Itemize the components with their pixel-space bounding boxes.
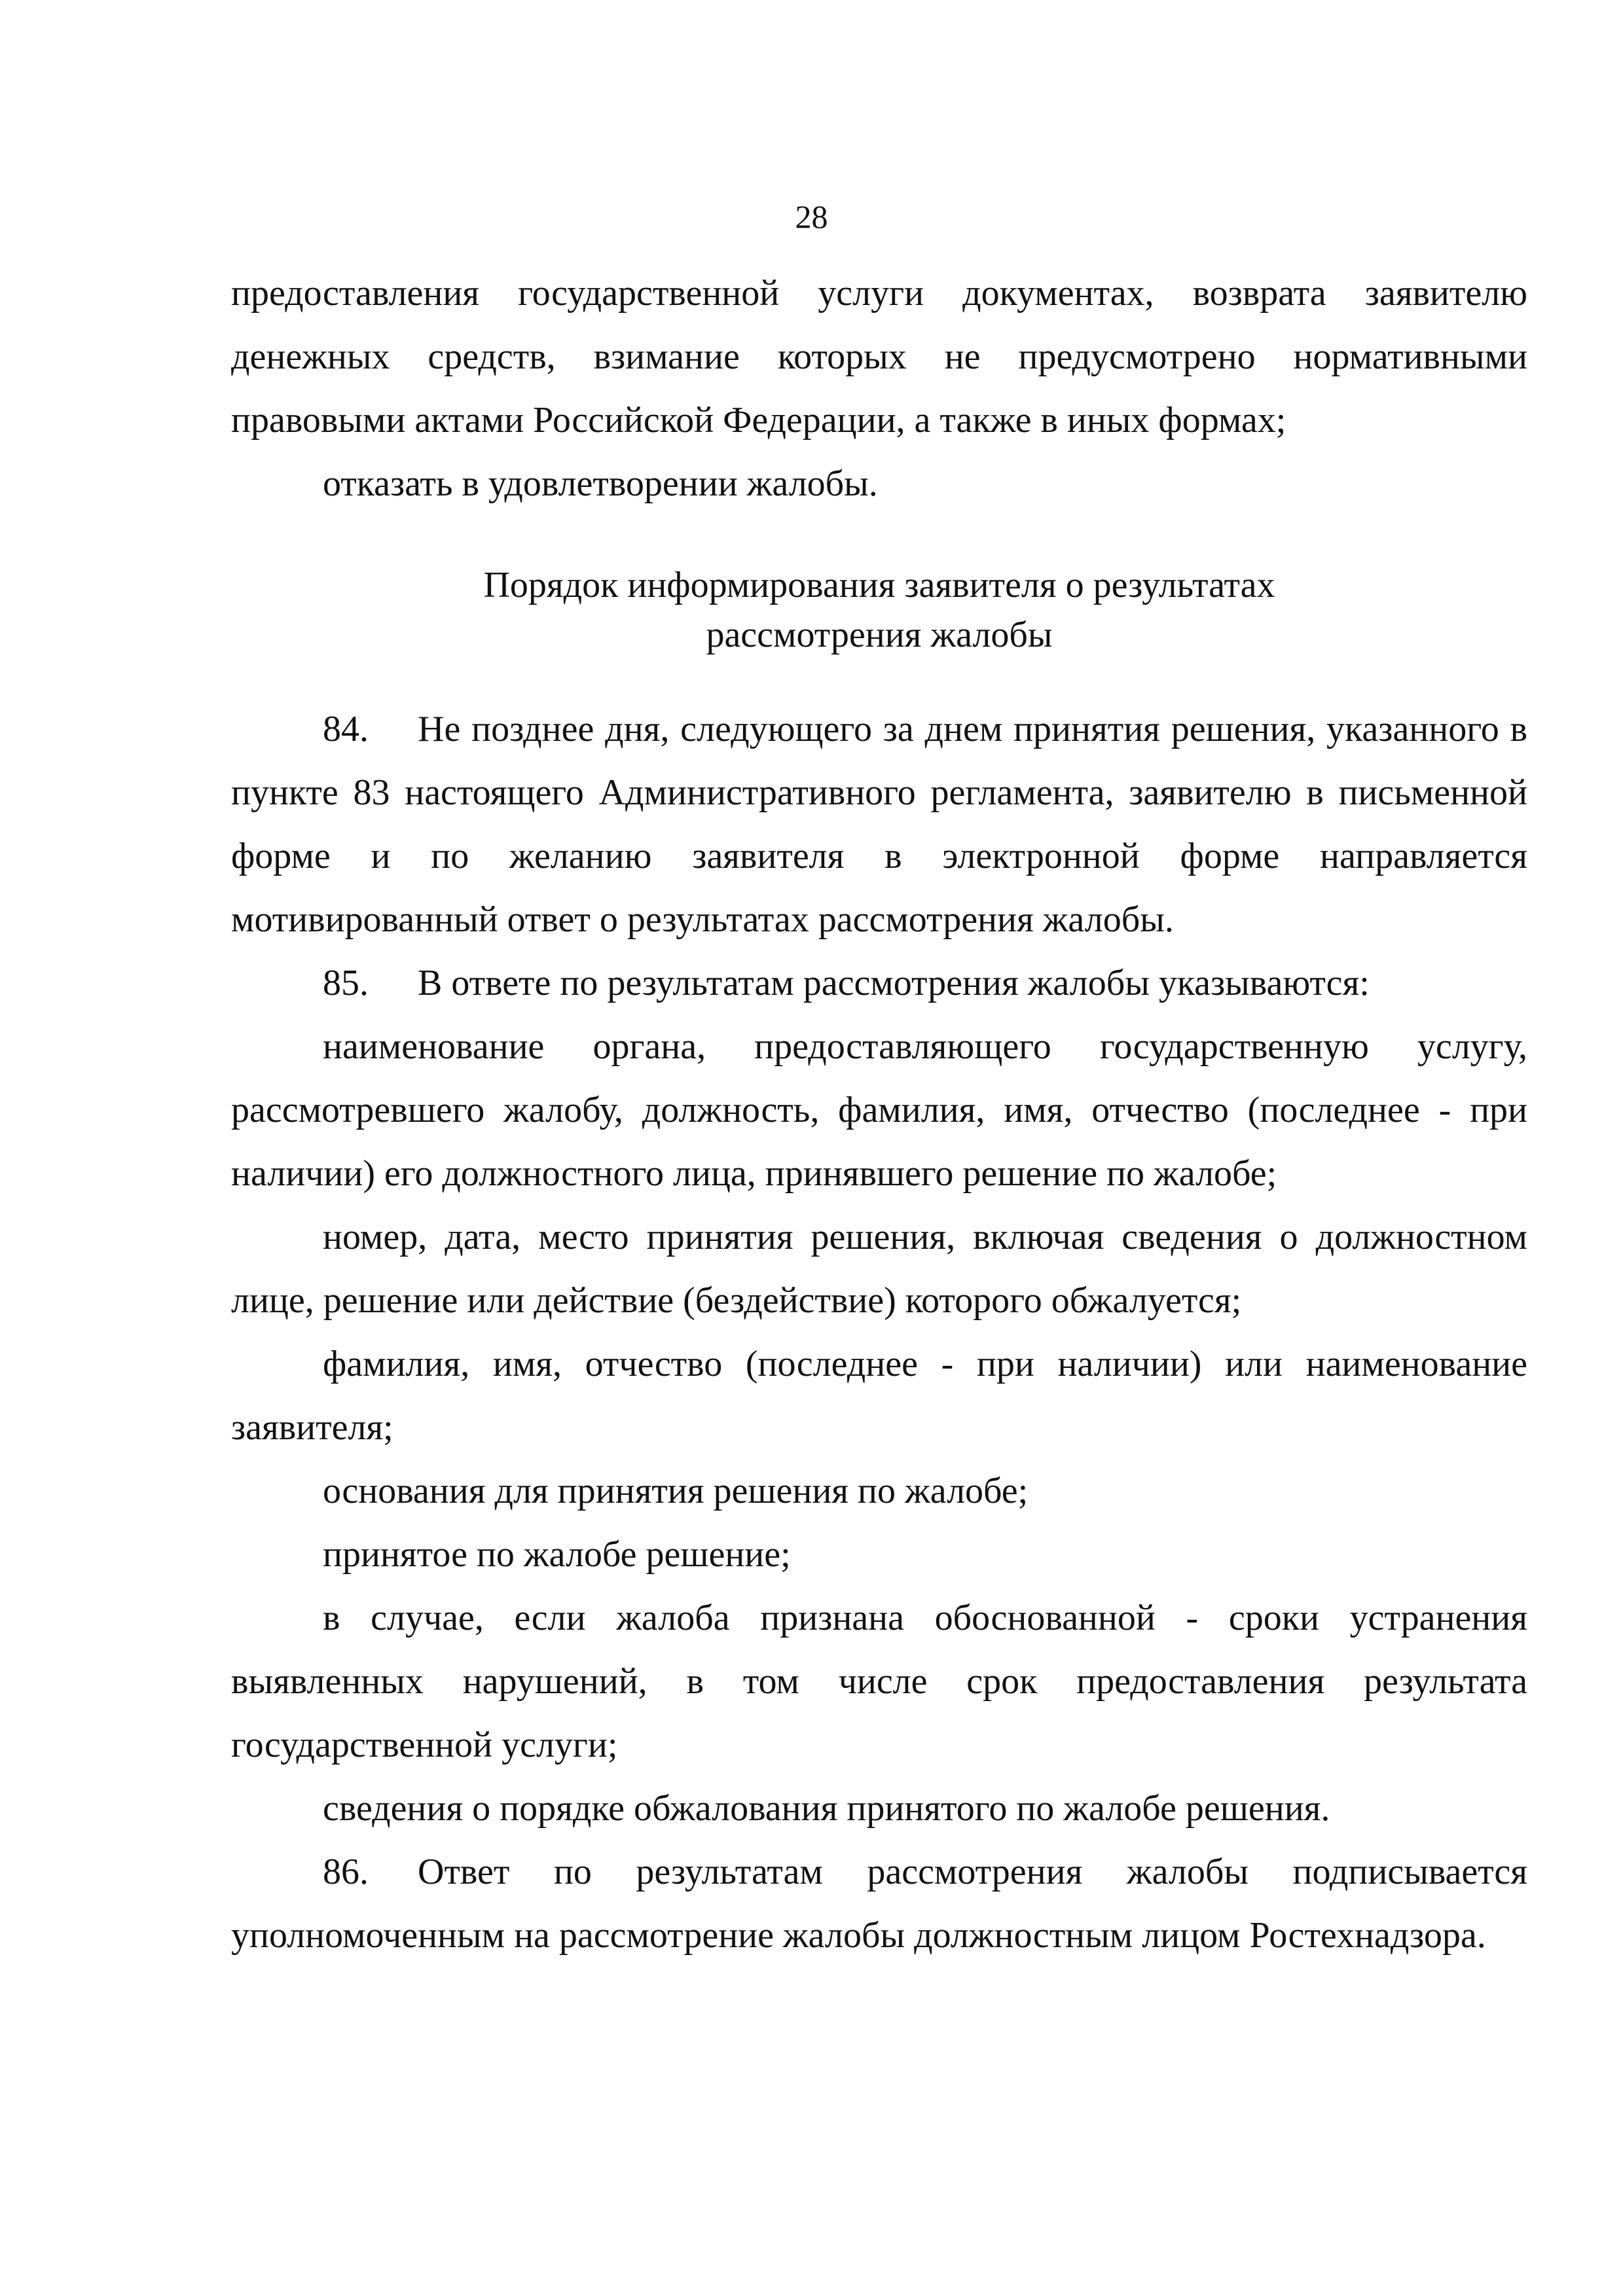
clause-85-item: основания для принятия решения по жалобе; xyxy=(323,1471,1029,1511)
section-heading-line-1: Порядок информирования заявителя о результатах xyxy=(483,565,1275,605)
clause-85-item: номер, дата, место принятия решения, включая сведения о должностном лице, решение или действие (бездействие) которого обжалуется; xyxy=(231,1217,1527,1321)
clause-86-text: Ответ по результатам рассмотрения жалобы подписывается уполномоченным на рассмотрение жалобы должностным лицом Ростехнадзора. xyxy=(231,1852,1527,1956)
clause-85-number: 85. xyxy=(323,963,369,1003)
document-body xyxy=(231,262,1527,1967)
clause-86-number: 86. xyxy=(323,1852,369,1892)
clause-86 xyxy=(231,1840,1527,1967)
clause-85-item: фамилия, имя, отчество (последнее - при наличии) или наименование заявителя; xyxy=(231,1344,1527,1448)
section-heading xyxy=(231,560,1527,660)
clause-85-item: в случае, если жалоба признана обоснованной - сроки устранения выявленных нарушений, в том числе срок предоставления результата государственной услуги; xyxy=(231,1598,1527,1765)
clause-85 xyxy=(231,952,1527,1015)
continuation-paragraph: предоставления государственной услуги документах, возврата заявителю денежных средств, взимание которых не предусмотрено нормативными правовыми актами Российской Федерации, а также в иных формах; xyxy=(231,273,1527,440)
page-number: 28 xyxy=(795,198,828,235)
clause-85-item: наименование органа, предоставляющего государственную услугу, рассмотревшего жалобу, должность, фамилия, имя, отчество (последнее - при наличии) его должностного лица, принявшего решение по жалобе; xyxy=(231,1026,1527,1194)
clause-84 xyxy=(231,698,1527,952)
clause-84-number: 84. xyxy=(323,709,369,749)
clause-85-item: принятое по жалобе решение; xyxy=(323,1534,791,1575)
clause-85-item: сведения о порядке обжалования принятого по жалобе решения. xyxy=(323,1788,1330,1829)
refuse-item: отказать в удовлетворении жалобы. xyxy=(323,463,878,504)
section-heading-line-2: рассмотрения жалобы xyxy=(706,615,1053,655)
clause-84-text: Не позднее дня, следующего за днем принятия решения, указанного в пункте 83 настоящего Административного регламента, заявителю в письменной форме и по желанию заявителя в электронной форме направляется мотивированный ответ о результатах рассмотрения жалобы. xyxy=(231,709,1527,940)
clause-85-text: В ответе по результатам рассмотрения жалобы указываются: xyxy=(418,963,1370,1003)
